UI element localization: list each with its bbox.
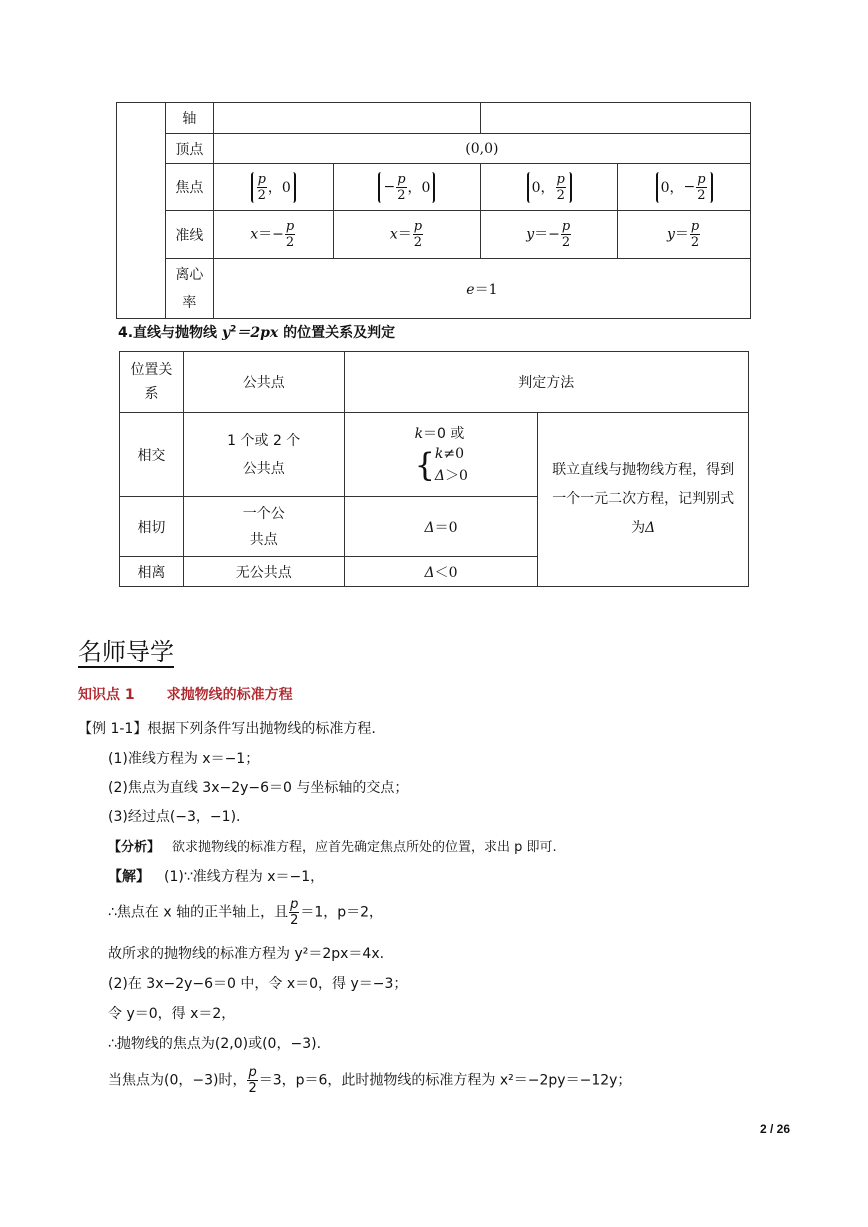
focus-bracket: 0， − $\frac{p}{2}$ [656,172,713,203]
common-intersect: 1 个或 2 个 公共点 [183,413,344,497]
example-item-1: (1)准线方程为 x＝−1； [108,751,260,767]
directrix-cell-1: x＝− $\frac{p}{2}$ [213,211,333,259]
row-label-vertex: 顶点 [165,134,213,164]
relation-apart: 相离 [120,557,184,587]
vertex-value: (0,0) [213,134,750,164]
relation-tangent: 相切 [120,497,184,557]
common-tangent: 一个公 共点 [183,497,344,557]
solution-2b: 令 y＝0，得 x＝2， [108,1006,236,1022]
common-apart: 无公共点 [183,557,344,587]
line-parabola-relation-table [119,351,749,587]
header-method: 判定方法 [344,352,748,413]
header-relation: 位置关 系 [120,352,184,413]
row-label-focus: 焦点 [165,164,213,211]
row-label-axis: 轴 [165,103,213,134]
parabola-properties-table [116,102,751,319]
section-title: 名师导学 [78,638,174,666]
p-over-2-fraction: $\frac{p}{2}$ [290,897,299,928]
relation-intersect: 相交 [120,413,184,497]
axis-cell-right [481,103,751,134]
focus-cell-1 [213,164,333,211]
focus-bracket: 0， $\frac{p}{2}$ [527,172,572,203]
solution-2c: ∴抛物线的焦点为(2,0)或(0，−3). [108,1036,322,1052]
condition-apart: Δ＜0 [344,557,538,587]
condition-intersect: k＝0 或 { k≠0 Δ＞0 [344,413,538,497]
standard-equation-line: 故所求的抛物线的标准方程为 y²＝2px＝4x. [108,946,385,962]
method-description: 联立直线与抛物线方程，得到 一个一元二次方程，记判别式 为Δ [538,413,749,587]
knowledge-point-heading: 知识点 1 求抛物线的标准方程 [78,687,293,703]
axis-cell-left [213,103,481,134]
condition-tangent: Δ＝0 [344,497,538,557]
focus-condition-line: ∴焦点在 x 轴的正半轴上，且 $\frac{p}{2}$ ＝1，p＝2， [108,897,384,928]
header-common-points: 公共点 [183,352,344,413]
directrix-cell-3: y＝− $\frac{p}{2}$ [481,211,618,259]
solution-line: 【解】 (1)∵准线方程为 x＝−1， [108,869,325,885]
row-label-eccentricity: 离心 率 [165,259,213,319]
solution-2a: (2)在 3x−2y−6＝0 中，令 x＝0，得 y＝−3； [108,976,408,992]
analysis-line: 【分析】 欲求抛物线的标准方程，应首先确定焦点所处的位置，求出 p 即可. [108,840,557,855]
p-over-2-fraction-2: $\frac{p}{2}$ [248,1065,257,1096]
eccentricity-value: e＝1 [213,259,750,319]
directrix-cell-4: y＝ $\frac{p}{2}$ [618,211,751,259]
solution-2d: 当焦点为(0，−3)时， $\frac{p}{2}$ ＝3，p＝6，此时抛物线的标准方程为 x²＝−2py＝−12y； [108,1065,632,1096]
section-4-heading: 4.直线与抛物线 $y^2=2px$ 的位置关系及判定 [118,324,396,341]
example-intro: 【例 1-1】根据下列条件写出抛物线的标准方程. [78,721,376,737]
row-label-directrix: 准线 [165,211,213,259]
example-item-3: (3)经过点(−3，−1). [108,809,241,825]
focus-bracket: $\frac{p}{2}$ ，0 [251,172,296,203]
example-item-2: (2)焦点为直线 3x−2y−6＝0 与坐标轴的交点； [108,780,409,796]
focus-cell-2 [333,164,481,211]
focus-cell-4 [618,164,751,211]
focus-bracket: − $\frac{p}{2}$ ，0 [378,172,435,203]
merged-left-cell [117,103,166,319]
focus-cell-3 [481,164,618,211]
page-number: 2 / 26 [759,1122,790,1136]
directrix-cell-2: x＝ $\frac{p}{2}$ [333,211,481,259]
brace-symbol: { [414,445,435,484]
